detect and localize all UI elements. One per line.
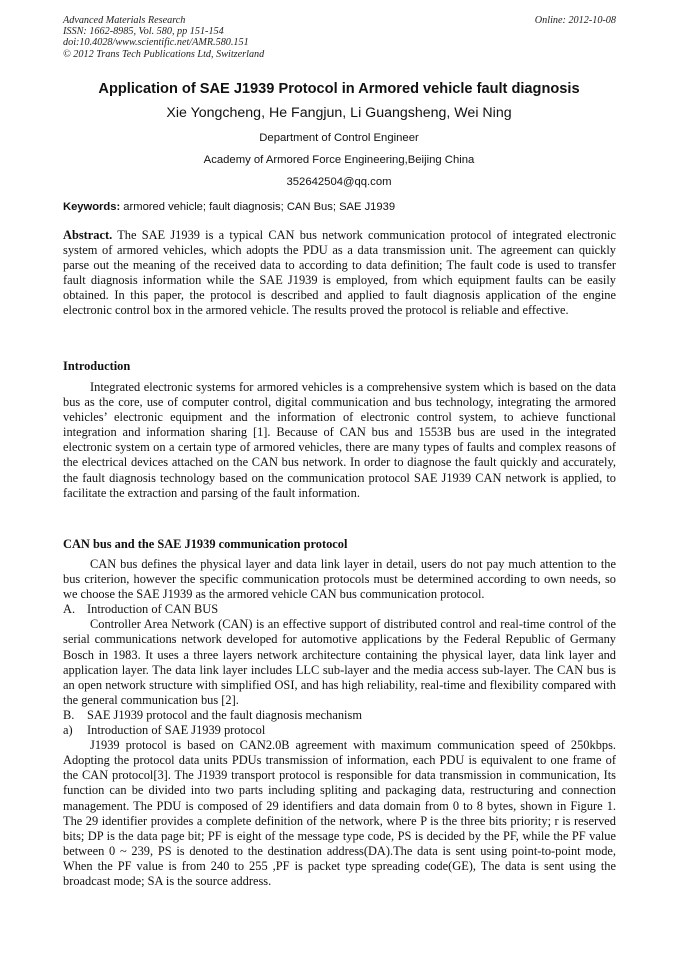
publication-metadata (63, 15, 264, 60)
journal-name: Advanced Materials Research (63, 15, 186, 26)
institution: Academy of Armored Force Engineering,Beijing China (203, 154, 475, 166)
keywords-list: armored vehicle; fault diagnosis; CAN Bus; SAE J1939 (120, 201, 396, 213)
keywords (63, 200, 395, 214)
abstract (63, 228, 616, 319)
subsection-b-a-heading (63, 723, 616, 738)
subsection-b-title: SAE J1939 protocol and the fault diagnosis mechanism (87, 707, 362, 722)
can-bus-paragraph: CAN bus defines the physical layer and data link layer in detail, users do not pay much attention to the bus criterion, however the specific communication protocols must be determined according to own needs, so we choose the SAE J1939 as the armored vehicle CAN bus communication protocol. (63, 557, 616, 602)
doi-line: doi:10.4028/www.scientific.net/AMR.580.151 (63, 37, 249, 49)
subsection-a-label: A. (63, 602, 76, 617)
subsection-b-a-paragraph: J1939 protocol is based on CAN2.0B agreement with maximum communication speed of 250kbps. Adopting the protocol data units PDUs transmission of information, each PDU is equivalent to one frame of the CAN protocol[3]. The J1939 transport protocol is responsible for data transmission in communication, Its function can be divided into two parts including spliting and packaging data, restructuring and connection management. The PDU is composed of 29 identifiers and data domain from 0 to 8 bytes, shown in Figure 1. The 29 identifier provides a complete definition of the network, where P is the three bits priority; r is reserved bits; DP is the data page bit; PF is eight of the message type code, PS is decided by the PF, while the PF value between 0 ~ 239, PS is denoted to the destination address(DA).The data is sent using point-to-point mode, When the PF value is from 240 to 255 ,PF is packet type spreading code(GE), The data is sent using the broadcast mode; SA is the source address. (63, 738, 616, 888)
author-email: 352642504@qq.com (286, 176, 392, 188)
subsection-b-heading (63, 708, 616, 723)
abstract-text: The SAE J1939 is a typical CAN bus network communication protocol of integrated electronic system of armored vehicles, which adopts the PDU as a data transmission unit. The agreement can quickly parse out the meaning of the received data to according to data definition; The fault code is used to transfer fault diagnosis information while the SAE J1939 is employed, from which equipment faults can be easily obtained. In this paper, the protocol is described and applied to fault diagnosis application of the engine electronic control box in the armored vehicle. The results proved the protocol is reliable and effective. (63, 228, 616, 318)
subsection-a-title: Introduction of CAN BUS (87, 602, 219, 617)
abstract-label: Abstract. (63, 228, 113, 242)
introduction-body (63, 380, 616, 501)
subsection-b-a-label: a) (63, 723, 73, 738)
paper-title: Application of SAE J1939 Protocol in Armored vehicle fault diagnosis (98, 81, 580, 97)
author-list: Xie Yongcheng, He Fangjun, Li Guangsheng, Wei Ning (166, 105, 512, 121)
subsection-b-a-title: Introduction of SAE J1939 protocol (87, 723, 266, 738)
online-date: Online: 2012-10-08 (534, 15, 616, 26)
section-heading-introduction: Introduction (63, 359, 131, 373)
can-bus-body (63, 557, 616, 889)
keywords-label: Keywords: (63, 201, 121, 213)
section-heading-can-bus: CAN bus and the SAE J1939 communication protocol (63, 537, 348, 551)
introduction-paragraph: Integrated electronic systems for armored vehicles is a comprehensive system which is based on the data bus as the core, use of computer control, digital communication and bus technology, integrating the armored vehicles’ electronic equipment and the information of electronic control system, to achieve functional integration and information sharing [1]. Because of CAN bus and 1553B bus are used in the integrated electronic system on a certain type of armored vehicles, there are many types of faults and complex reasons of the electrical devices attached on the CAN bus network. In order to diagnose the fault quickly and accurately, the fault diagnosis technology based on the communication protocol SAE J1939 CAN network is applied, to facilitate the extraction and parsing of the fault information. (63, 380, 616, 500)
department: Department of Control Engineer (259, 132, 419, 144)
subsection-b-label: B. (63, 707, 75, 722)
subsection-a-paragraph: Controller Area Network (CAN) is an effective support of distributed control and real-time control of the serial communications network developed for automotive applications by the Federal Republic of Germany Bosch in 1983. It uses a three layers network architecture containing the physical layer, data link layer and application layer. The data link layer includes LLC sub-layer and the media access sub-layer. The CAN bus is an open network structure with simplified OSI, and has high reliability, real-time and flexibility compared with the general communication bus [2]. (63, 617, 616, 707)
issn-line: ISSN: 1662-8985, Vol. 580, pp 151-154 (63, 26, 224, 38)
copyright-line: © 2012 Trans Tech Publications Ltd, Switzerland (63, 48, 265, 60)
subsection-a-heading (63, 602, 616, 617)
